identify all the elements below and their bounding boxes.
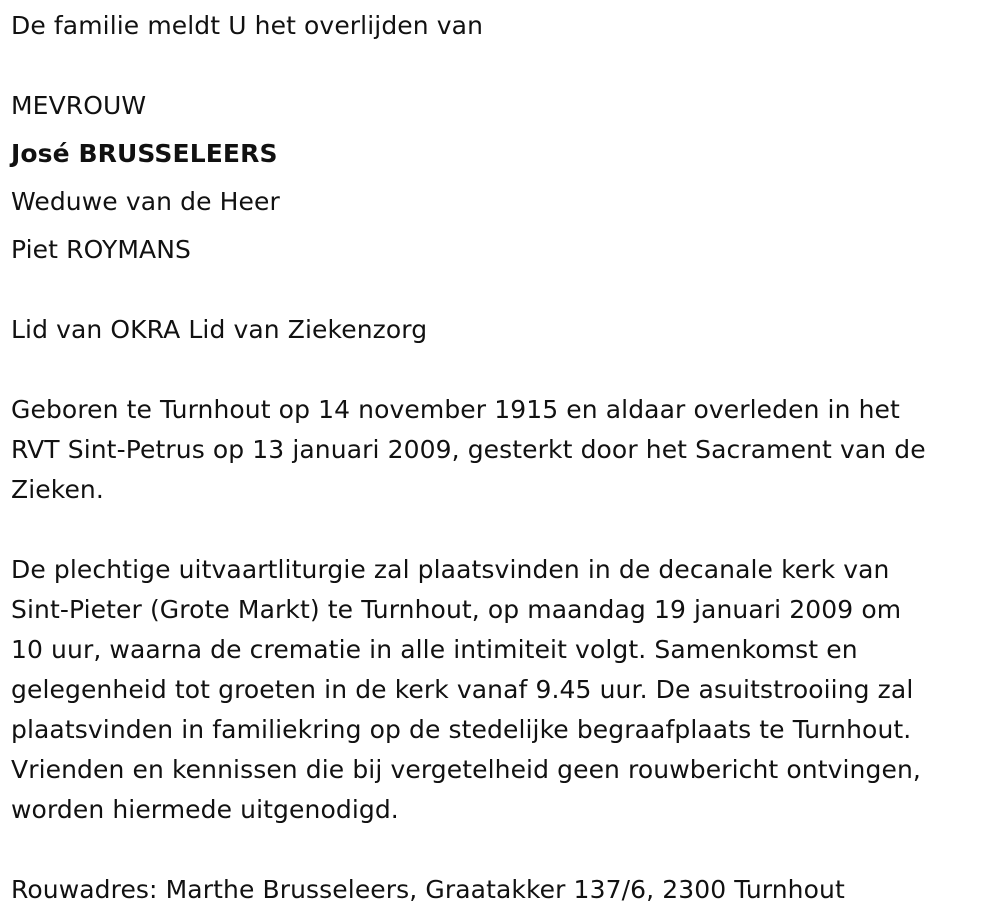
funeral-paragraph xyxy=(11,550,989,830)
deceased-last-name: BRUSSELEERS xyxy=(78,139,278,168)
paragraph-line: worden hiermede uitgenodigd. xyxy=(11,795,399,824)
deceased-name xyxy=(11,134,278,174)
honorific: MEVROUW xyxy=(11,91,147,120)
paragraph-line: Zieken. xyxy=(11,475,104,504)
deceased-first-name: José xyxy=(11,139,70,168)
spouse-name: Piet ROYMANS xyxy=(11,235,191,264)
paragraph-line: Vrienden en kennissen die bij vergetelheid geen rouwbericht ontvingen, xyxy=(11,755,921,784)
paragraph-line: gelegenheid tot groeten in de kerk vanaf 9.45 uur. De asuitstrooiing zal xyxy=(11,675,914,704)
paragraph-line: Geboren te Turnhout op 14 november 1915 en aldaar overleden in het xyxy=(11,395,900,424)
relation-text: Weduwe van de Heer xyxy=(11,187,280,216)
paragraph-line: plaatsvinden in familiekring op de stedelijke begraafplaats te Turnhout. xyxy=(11,715,912,744)
paragraph-line: RVT Sint-Petrus op 13 januari 2009, gesterkt door het Sacrament van de xyxy=(11,435,926,464)
paragraph-line: Sint-Pieter (Grote Markt) te Turnhout, op maandag 19 januari 2009 om xyxy=(11,595,902,624)
intro-text: De familie meldt U het overlijden van xyxy=(11,11,484,40)
paragraph-line: De plechtige uitvaartliturgie zal plaatsvinden in de decanale kerk van xyxy=(11,555,890,584)
mourning-address: Rouwadres: Marthe Brusseleers, Graatakker 137/6, 2300 Turnhout xyxy=(11,875,845,904)
memberships-text: Lid van OKRA Lid van Ziekenzorg xyxy=(11,315,428,344)
birth-death-paragraph xyxy=(11,390,989,510)
paragraph-line: 10 uur, waarna de crematie in alle intimiteit volgt. Samenkomst en xyxy=(11,635,858,664)
